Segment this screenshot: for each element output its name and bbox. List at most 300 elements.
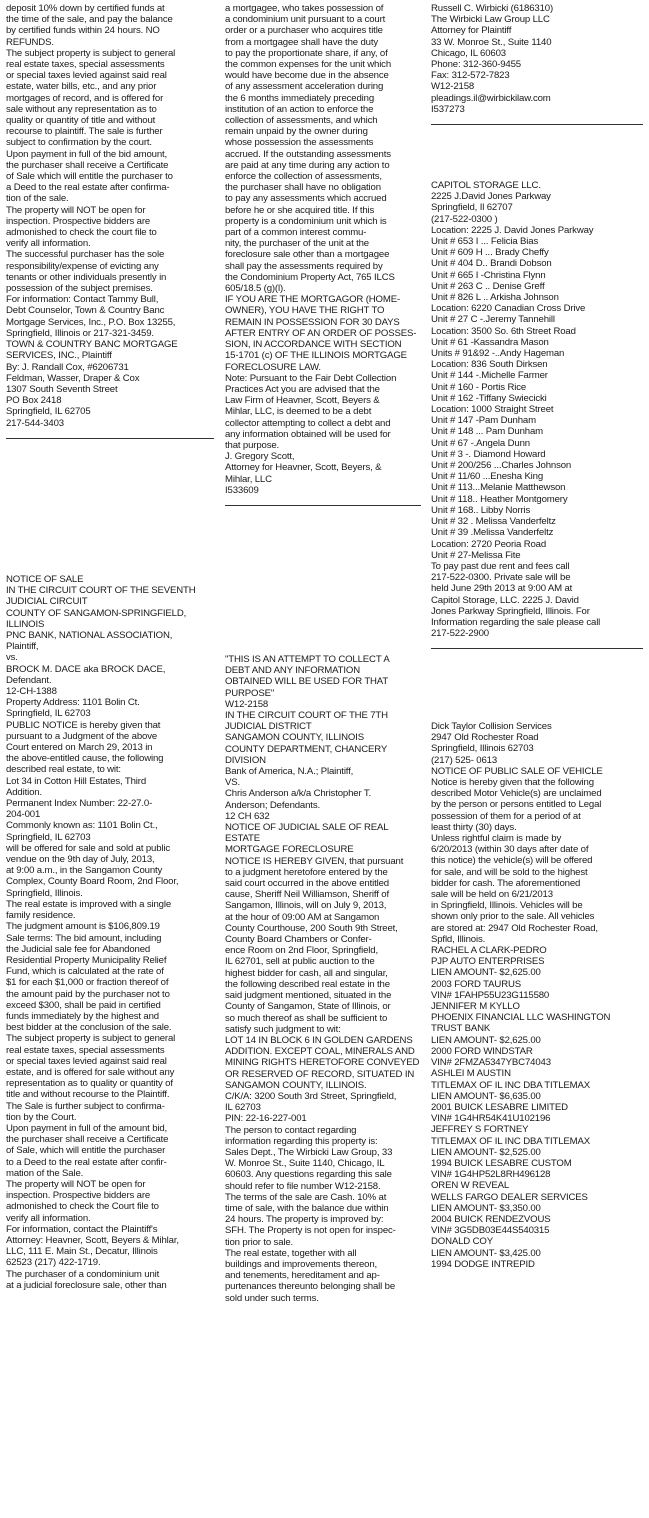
notice-line: REMAIN IN POSSESSION FOR 30 DAYS [225,316,400,328]
notice-line: Chicago, IL 60603 [431,47,506,59]
notice-line: in Springfield, Illinois. Vehicles will be [431,900,583,912]
notice-line: 62523 (217) 422-1719. [6,1257,101,1269]
notice-line: Information regarding the sale please call [431,616,601,628]
notice-line: Unit # 27 C -.Jeremy Tannehill [431,314,555,326]
notice-line: would have become due in the absence [225,70,389,82]
notice-line: the purchaser shall receive a Certificate [6,1134,169,1146]
notice-line: Fax: 312-572-7823 [431,70,510,82]
notice-line: or special taxes levied against said real [6,1055,167,1067]
notice-line: TITLEMAX OF IL INC DBA TITLEMAX [431,1079,591,1091]
notice-line: Springfield, Il 62707 [431,202,513,214]
notice-line: 605/18.5 (g)(l). [225,283,286,295]
notice-line: accrued. If the outstanding assessments [225,148,391,160]
notice-line: to a Deed to the real estate after confir- [6,1156,167,1168]
notice-line: Capitol Storage, LLC. 2225 J. David [431,594,579,606]
notice-line: The successful purchaser has the sole [6,249,165,261]
notice-line: The terms of the sale are Cash. 10% at [225,1191,387,1203]
notice-line: bidder for cash. The aforementioned [431,877,581,889]
notice-line: OBTAINED WILL BE USED FOR THAT [225,676,389,688]
notice-line: Upon payment in full of the amount bid, [6,1122,168,1134]
notice-line: Units # 91&92 -..Andy Hageman [431,348,565,360]
notice-line: the following described real estate in the [225,978,390,990]
notice-line: AFTER ENTRY OF AN ORDER OF POSSES- [225,327,417,339]
notice-line: Unit # 263 C .. Denise Greff [431,280,545,292]
notice-line: Chris Anderson a/k/a Christopher T. [225,788,372,800]
notice-line: The subject property is subject to general [6,47,176,59]
notice-line: Bank of America, N.A.; Plaintiff, [225,766,354,778]
notice-line: LIEN AMOUNT- $6,635.00 [431,1090,541,1102]
notice-line: Unit # 404 D.. Brandi Dobson [431,258,552,270]
notice-line: LIEN AMOUNT- $2,525.00 [431,1146,541,1158]
notice-line: tion by the Court. [6,1111,77,1123]
notice-line: Location: 1000 Straight Street [431,404,554,416]
notice-line: VIN# 1G4HP52L8RH496128 [431,1169,551,1181]
notice-line: part of a common interest commu- [225,227,367,239]
notice-line: LLC, 111 E. Main St., Decatur, Illinois [6,1246,158,1258]
notice-block [6,3,214,450]
notice-line: W12-2158 [225,698,269,710]
notice-line: by the person or persons entitled to Legal [431,799,602,811]
notice-line: To pay past due rent and fees call [431,560,570,572]
notice-line: property is a condominium unit which is [225,215,387,227]
notice-line: Location: 2720 Peoria Road [431,538,547,550]
notice-line: sold under such terms. [225,1292,319,1304]
notice-line: estate, water bills, etc., and any prior [6,81,157,93]
notice-line: (217-522-0300 ) [431,213,498,225]
notice-line: TRUST BANK [431,1023,491,1035]
notice-line: Springfield, IL 62705 [6,406,91,418]
notice-line: By: J. Randall Cox, #6206731 [6,361,129,373]
notice-line: Property Address: 1101 Bolin Ct. [6,697,140,709]
notice-line: For information: Contact Tammy Bull, [6,294,159,306]
notice-line: Complex, County Board Room, 2nd Floor, [6,876,179,888]
notice-line: VIN# 3G5DB03E44S540315 [431,1225,550,1237]
notice-line: Debt Counselor, Town & Country Banc [6,305,165,317]
notice-line: IL 62703 [225,1102,261,1114]
notice-line: recourse to plaintiff. The sale is further [6,126,163,138]
notice-line: WELLS FARGO DEALER SERVICES [431,1191,588,1203]
notice-line: the 6 months immediately preceding [225,92,375,104]
notice-line: Attorney for Heavner, Scott, Beyers, & [225,462,382,474]
notice-line: Anderson; Defendants. [225,799,320,811]
notice-line: "THIS IS AN ATTEMPT TO COLLECT A [225,654,390,665]
notice-line: I537273 [431,103,465,115]
notice-line: 2225 J.David Jones Parkway [431,191,551,203]
notice-block [225,3,421,517]
notice-line: VIN# 2FMZA5347YBC74043 [431,1057,551,1069]
notice-line: Residential Property Municipality Relief [6,954,167,966]
notice-line: 1307 South Seventh Street [6,383,118,395]
notice-line: SANGAMON COUNTY, ILLINOIS [225,732,364,744]
notice-line: Unless rightful claim is made by [431,833,562,845]
notice-line: Unit # 826 L .. Arkisha Johnson [431,292,559,304]
notice-line: W12-2158 [431,81,475,93]
notice-line: Spfld, Illinois. [431,933,486,945]
notice-line: NOTICE OF PUBLIC SALE OF VEHICLE [431,765,603,777]
notice-line: SERVICES, INC., Plaintiff [6,350,112,362]
notice-line: 1994 BUICK LESABRE CUSTOM [431,1157,572,1169]
notice-line: for sale, and will be sold to the highest [431,866,588,878]
notice-line: C/K/A: 3200 South 3rd Street, Springfield, [225,1090,397,1102]
notice-line: ence Room on 2nd Floor, Springfield, [225,945,378,957]
notice-line: 2000 FORD WINDSTAR [431,1045,533,1057]
notice-line: Court entered on March 29, 2013 in [6,742,153,754]
notice-line: IL 62701, sell at public auction to the [225,956,375,968]
notice-line: Sale terms: The bid amount, including [6,932,162,944]
notice-line: information regarding this property is: [225,1135,378,1147]
notice-line: title and without recourse to the Plaintiff. [6,1089,170,1101]
notice-line: order or a purchaser who acquires title [225,25,383,37]
notice-line: vs. [6,652,18,664]
notice-line: NOTICE IS HEREBY GIVEN, that pursuant [225,855,404,867]
notice-line: IN THE CIRCUIT COURT OF THE 7TH [225,710,388,722]
notice-line: Unit # 3 -. Diamond Howard [431,448,546,460]
notice-line: Springfield, Illinois. [6,887,83,899]
notice-line: I533609 [225,484,259,496]
notice-line: a condominium unit pursuant to a court [225,14,386,26]
notice-line: nity, the purchaser of the unit at the [225,238,369,250]
notice-line: sale without any representation as to [6,103,157,115]
notice-line: sale will be held on 6/21/2013 [431,889,553,901]
notice-line: VIN# 1G4HR54K41U102196 [431,1113,551,1125]
notice-line: pursuant to a Judgment of the above [6,730,158,742]
notice-line: verify all information. [6,238,91,250]
notice-line: of Sale, which will entitle the purchaser [6,1145,166,1157]
notice-line: The person to contact regarding [225,1124,357,1136]
notice-line: Mortgage Services, Inc., P.O. Box 13255, [6,316,176,328]
notice-line: said court occurred in the above entitled [225,878,389,890]
notice-line: (217) 525- 0613 [431,754,498,766]
notice-line: from a mortgagee shall have the duty [225,36,378,48]
notice-line: Unit # 39 .Melissa Vanderfeltz [431,527,554,539]
notice-line: DEBT AND ANY INFORMATION [225,665,360,677]
notice-line: should refer to file number W12-2158. [225,1180,381,1192]
notice-line: held June 29th 2013 at 9:00 AM at [431,583,573,595]
notice-line: possession of the subject premises. [6,283,153,295]
notice-line: Defendant. [6,674,52,686]
notice-line: PO Box 2418 [6,395,62,407]
notice-line: NOTICE OF JUDICIAL SALE OF REAL [225,822,389,834]
notice-line: Unit # 118.. Heather Montgomery [431,493,568,505]
notice-line: PNC BANK, NATIONAL ASSOCIATION, [6,630,173,642]
notice-line: Lot 34 in Cotton Hill Estates, Third [6,775,147,787]
notice-line: OREN W REVEAL [431,1180,510,1192]
notice-line: Unit # 665 I -Christina Flynn [431,269,546,281]
notice-line: estate, and is offered for sale without any [6,1066,175,1078]
notice-line: Location: 2225 J. David Jones Parkway [431,224,594,236]
notice-line: best bidder at the conclusion of the sale. [6,1022,172,1034]
notice-line: For information, contact the Plaintiff's [6,1223,158,1235]
notice-line: Mihlar, LLC, is deemed to be a debt [225,406,372,418]
notice-line: remain unpaid by the owner during [225,126,368,138]
notice-line: VIN# 1FAHP55U23G115580 [431,989,550,1001]
notice-line: LIEN AMOUNT- $3,425.00 [431,1247,541,1259]
notice-line: purtenances thereunto belonging shall be [225,1281,396,1293]
notice-line: Unit # 609 H ... Brady Cheffy [431,247,549,259]
notice-block [225,654,421,1304]
notice-line: LOT 14 IN BLOCK 6 IN GOLDEN GARDENS [225,1034,413,1046]
notice-line: said judgment mentioned, situated in the [225,990,392,1002]
notice-line: at the hour of 09:00 AM at Sangamon [225,911,380,923]
notice-line: Upon payment in full of the bid amount, [6,148,168,160]
notice-line: Law Firm of Heavner, Scott, Beyers & [225,395,380,407]
notice-line: highest bidder for cash, all and singular, [225,967,388,979]
notice-line: mortgages of record, and is offered for [6,92,164,104]
notice-line: Unit # 144 -.Michelle Farmer [431,370,548,382]
notice-line: JUDICIAL CIRCUIT [6,596,88,608]
notice-line: SANGAMON COUNTY, ILLINOIS. [225,1079,367,1091]
notice-line: Location: 836 South Dirksen [431,359,548,371]
notice-line: The Sale is further subject to confirma- [6,1100,165,1112]
notice-line: 217-522-2900 [431,628,489,640]
notice-line: IF YOU ARE THE MORTGAGOR (HOME- [225,294,400,306]
notice-line: LIEN AMOUNT- $2,625.00 [431,1034,541,1046]
notice-line: Attorney: Heavner, Scott, Beyers & Mihlar, [6,1234,179,1246]
notice-line: institution of an action to enforce the [225,103,374,115]
notice-line: W. Monroe St., Suite 1140, Chicago, IL [225,1158,385,1170]
notice-line: family residence. [6,910,76,922]
notice-line: by certified funds within 24 hours. NO [6,25,160,37]
notice-line: J. Gregory Scott, [225,451,295,463]
notice-line: Springfield, Illinois or 217-321-3459. [6,327,154,339]
notice-line: Phone: 312-360-9455 [431,59,521,71]
notice-line: Unit # 113...Melanie Matthewson [431,482,566,494]
notice-line: 24 hours. The property is improved by: [225,1214,384,1226]
notice-line: Sangamon, Illinois, will on July 9, 2013, [225,900,387,912]
notice-line: FORECLOSURE LAW. [225,361,321,373]
notice-line: real estate taxes, special assessments [6,1044,165,1056]
notice-line: Permanent Index Number: 22-27.0- [6,798,153,810]
notice-divider [6,438,214,439]
notice-line: Practices Act you are advised that the [225,383,380,395]
notice-line: TOWN & COUNTRY BANC MORTGAGE [6,339,178,351]
notice-line: shown only prior to the sale. All vehicles [431,911,595,923]
notice-line: ASHLEI M AUSTIN [431,1068,511,1080]
notice-line: the time of the sale, and pay the balance [6,14,173,26]
notice-line: tion prior to sale. [225,1236,294,1248]
notice-line: Unit # 61 -Kassandra Mason [431,336,549,348]
notice-line: ESTATE [225,833,260,845]
notice-line: and tenements, hereditament and ap- [225,1270,380,1282]
notice-line: at 9:00 a.m., in the Sangamon County [6,865,163,877]
notice-line: Mihlar, LLC [225,473,272,485]
notice-line: admonished to check the court file to [6,227,157,239]
notice-line: of Sale which will entitle the purchaser to [6,171,173,183]
notice-line: 2947 Old Rochester Road [431,732,539,744]
notice-line: TITLEMAX OF IL INC DBA TITLEMAX [431,1135,591,1147]
notice-line: a mortgagee, who takes possession of [225,3,384,14]
notice-line: ADDITION. EXCEPT COAL, MINERALS AND [225,1046,415,1058]
notice-line: deposit 10% down by certified funds at [6,3,165,14]
notice-line: SION, IN ACCORDANCE WITH SECTION [225,339,402,351]
notice-line: vendue on the 9th day of July, 2013, [6,854,155,866]
notice-divider [225,505,421,506]
notice-line: PHOENIX FINANCIAL LLC WASHINGTON [431,1012,611,1024]
notice-line: will be offered for sale and sold at public [6,842,171,854]
notice-line: the common expenses for the unit which [225,59,392,71]
notice-block [431,180,643,660]
notice-line: Attorney for Plaintiff [431,25,512,37]
notice-line: OWNER), YOU HAVE THE RIGHT TO [225,305,385,317]
notice-line: representation as to quality or quantity of [6,1078,173,1090]
notice-line: LIEN AMOUNT- $3,350.00 [431,1202,541,1214]
notice-line: JEFFREY S FORTNEY [431,1124,529,1136]
notice-divider [431,648,643,649]
notice-line: 2004 BUICK RENDEZVOUS [431,1213,551,1225]
notice-line: RACHEL A CLARK-PEDRO [431,945,547,957]
notice-line: County Courthouse, 200 South 9th Street, [225,922,398,934]
notice-line: Unit # 168.. Libby Norris [431,504,531,516]
notice-line: or special taxes levied against said real [6,70,167,82]
notice-line: before he or she acquired title. If this [225,204,375,216]
notice-line: PIN: 22-16-227-001 [225,1113,307,1125]
notice-line: are paid at any time during any action to [225,159,390,171]
notice-line: JUDICIAL DISTRICT [225,721,312,733]
notice-line: 204-001 [6,809,41,821]
notice-line: Unit # 653 I ... Felicia Bias [431,236,539,248]
notice-line: responsibility/expense of evicting any [6,260,159,272]
notice-line: buildings and improvements thereon, [225,1258,378,1270]
notice-line: Sales Dept., The Wirbicki Law Group, 33 [225,1146,393,1158]
notice-line: County of Sangamon, State of Illinois, or [225,1001,391,1013]
notice-line: MORTGAGE FORECLOSURE [225,844,354,856]
notice-line: Dick Taylor Collision Services [431,721,552,732]
notice-line: COUNTY OF SANGAMON-SPRINGFIELD, [6,607,187,619]
notice-line: Unit # 27-Melissa Fite [431,549,521,561]
notice-line: enforce the collection of assessments, [225,171,382,183]
notice-line: The property will NOT be open for [6,204,146,216]
notice-line: IN THE CIRCUIT COURT OF THE SEVENTH [6,585,196,597]
notice-line: Russell C. Wirbicki (6186310) [431,3,554,14]
notice-line: The purchaser of a condominium unit [6,1268,160,1280]
notice-line: Location: 3500 So. 6th Street Road [431,325,576,337]
notice-line: to a judgment heretofore entered by the [225,866,388,878]
notice-line: COUNTY DEPARTMENT, CHANCERY [225,743,388,755]
notice-line: mation of the Sale. [6,1167,84,1179]
notice-line: least thirty (30) days. [431,821,517,833]
notice-line: collector attempting to collect a debt and [225,417,391,429]
notice-line: inspection. Prospective bidders are [6,215,151,227]
notice-line: 1994 DODGE INTREPID [431,1258,535,1270]
notice-line: Springfield, IL 62703 [6,831,91,843]
notice-line: at a judicial foreclosure sale, other than [6,1279,167,1291]
notice-line: The judgment amount is $106,809.19 [6,921,160,933]
notice-line: 60603. Any questions regarding this sale [225,1169,392,1181]
notice-line: the above-entitled cause, the following [6,753,164,765]
notice-line: inspection. Prospective bidders are [6,1190,151,1202]
notice-line: ILLINOIS [6,618,45,630]
notice-line: 33 W. Monroe St., Suite 1140 [431,36,552,48]
notice-line: OR RESERVED OF RECORD, SITUATED IN [225,1068,415,1080]
notice-line: described Motor Vehicle(s) are unclaimed [431,788,602,800]
notice-line: that purpose. [225,439,280,451]
notice-line: SFH. The Property is not open for inspec- [225,1225,396,1237]
notice-block [431,3,643,136]
notice-line: BROCK M. DACE aka BROCK DACE, [6,663,166,675]
notice-line: Unit # 162 -Tiffany Swiecicki [431,392,547,404]
notice-line: Unit # 200/256 ...Charles Johnson [431,460,572,472]
notice-line: Location: 6220 Canadian Cross Drive [431,303,586,315]
notice-line: NOTICE OF SALE [6,574,84,585]
notice-line: verify all information. [6,1212,91,1224]
notice-line: The real estate is improved with a single [6,898,172,910]
notice-line: subject to confirmation by the court. [6,137,152,149]
notice-line: the amount paid by the purchaser not to [6,988,170,1000]
notice-line: a Deed to the real estate after confirma- [6,182,170,194]
notice-line: 6/20/2013 (within 30 days after date of [431,844,589,856]
notice-line: Fund, which is calculated at the rate of [6,966,164,978]
notice-line: to pay any assessments which accrued [225,193,387,205]
notice-line: CAPITOL STORAGE LLC. [431,180,541,191]
notice-line: LIEN AMOUNT- $2,625.00 [431,967,541,979]
notice-line: Springfield, Illinois 62703 [431,743,534,755]
notice-block [6,574,214,1291]
notice-line: Unit # 11/60 ...Enesha King [431,471,544,483]
notice-line: PJP AUTO ENTERPRISES [431,956,545,968]
notice-line: quality or quantity of title and without [6,115,156,127]
notice-line: of any assessment acceleration during [225,81,384,93]
notice-line: real estate taxes, special assessments [6,59,165,71]
notice-line: are stored at: 2947 Old Rochester Road, [431,922,598,934]
notice-line: Feldman, Wasser, Draper & Cox [6,372,140,384]
notice-line: 2003 FORD TAURUS [431,978,522,990]
notice-line: JENNIFER M KYLLO [431,1001,520,1013]
notice-line: PUBLIC NOTICE is hereby given that [6,719,161,731]
notice-line: The property will NOT be open for [6,1178,146,1190]
notice-line: 15-1701 (c) OF THE ILLINOIS MORTGAGE [225,350,407,362]
notice-line: DONALD COY [431,1236,493,1248]
notice-line: Addition. [6,786,42,798]
notice-line: Unit # 32 . Melissa Vanderfeltz [431,516,556,528]
notice-line: 217-522-0300. Private sale will be [431,572,571,584]
notice-line: The Wirbicki Law Group LLC [431,14,550,26]
notice-line: Springfield, IL 62703 [6,708,91,720]
notice-block [431,721,643,1270]
notice-line: foreclosure sale other than a mortgagee [225,249,390,261]
notice-line: described real estate, to wit: [6,764,121,776]
notice-line: the purchaser shall have no obligation [225,182,381,194]
notice-line: satisfy such judgment to wit: [225,1023,341,1035]
notice-line: admonished to check the Court file to [6,1201,159,1213]
notice-line: The real estate, together with all [225,1247,357,1259]
notice-line: any information obtained will be used for [225,428,391,440]
notice-line: cause, Sheriff Neil Williamson, Sheriff of [225,889,389,901]
notice-line: PURPOSE" [225,687,275,699]
notice-line: 217-544-3403 [6,417,64,429]
notice-line: Unit # 67 -.Angela Dunn [431,437,530,449]
notice-divider [431,124,643,125]
notice-line: REFUNDS. [6,36,54,48]
notice-line: to pay the proportionate share, if any, of [225,47,388,59]
notice-line: the Condominium Property Act, 765 ILCS [225,271,395,283]
notice-line: Commonly known as: 1101 Bolin Ct., [6,820,158,832]
notice-line: Unit # 148 ... Pam Dunham [431,426,543,438]
notice-line: collection of assessments, and which [225,115,378,127]
notice-line: this notice) the vehicle(s) will be offered [431,855,593,867]
notice-line: tenants or other individuals presently in [6,271,167,283]
notice-line: The subject property is subject to general [6,1033,176,1045]
notice-line: funds immediately by the highest and [6,1010,159,1022]
notice-line: County Board Chambers or Confer- [225,934,372,946]
notice-line: the Judicial sale fee for Abandoned [6,943,151,955]
notice-line: Jones Parkway Springfield, Illinois. For [431,605,590,617]
notice-line: whose possession the assessments [225,137,374,149]
notice-line: time of sale, with the balance due within [225,1202,389,1214]
notice-line: $1 for each $1,000 or fraction thereof of [6,977,169,989]
notice-line: 2001 BUICK LESABRE LIMITED [431,1101,568,1113]
notice-line: exceed $300, shall be paid in certified [6,999,161,1011]
notice-line: Plaintiff, [6,641,39,653]
